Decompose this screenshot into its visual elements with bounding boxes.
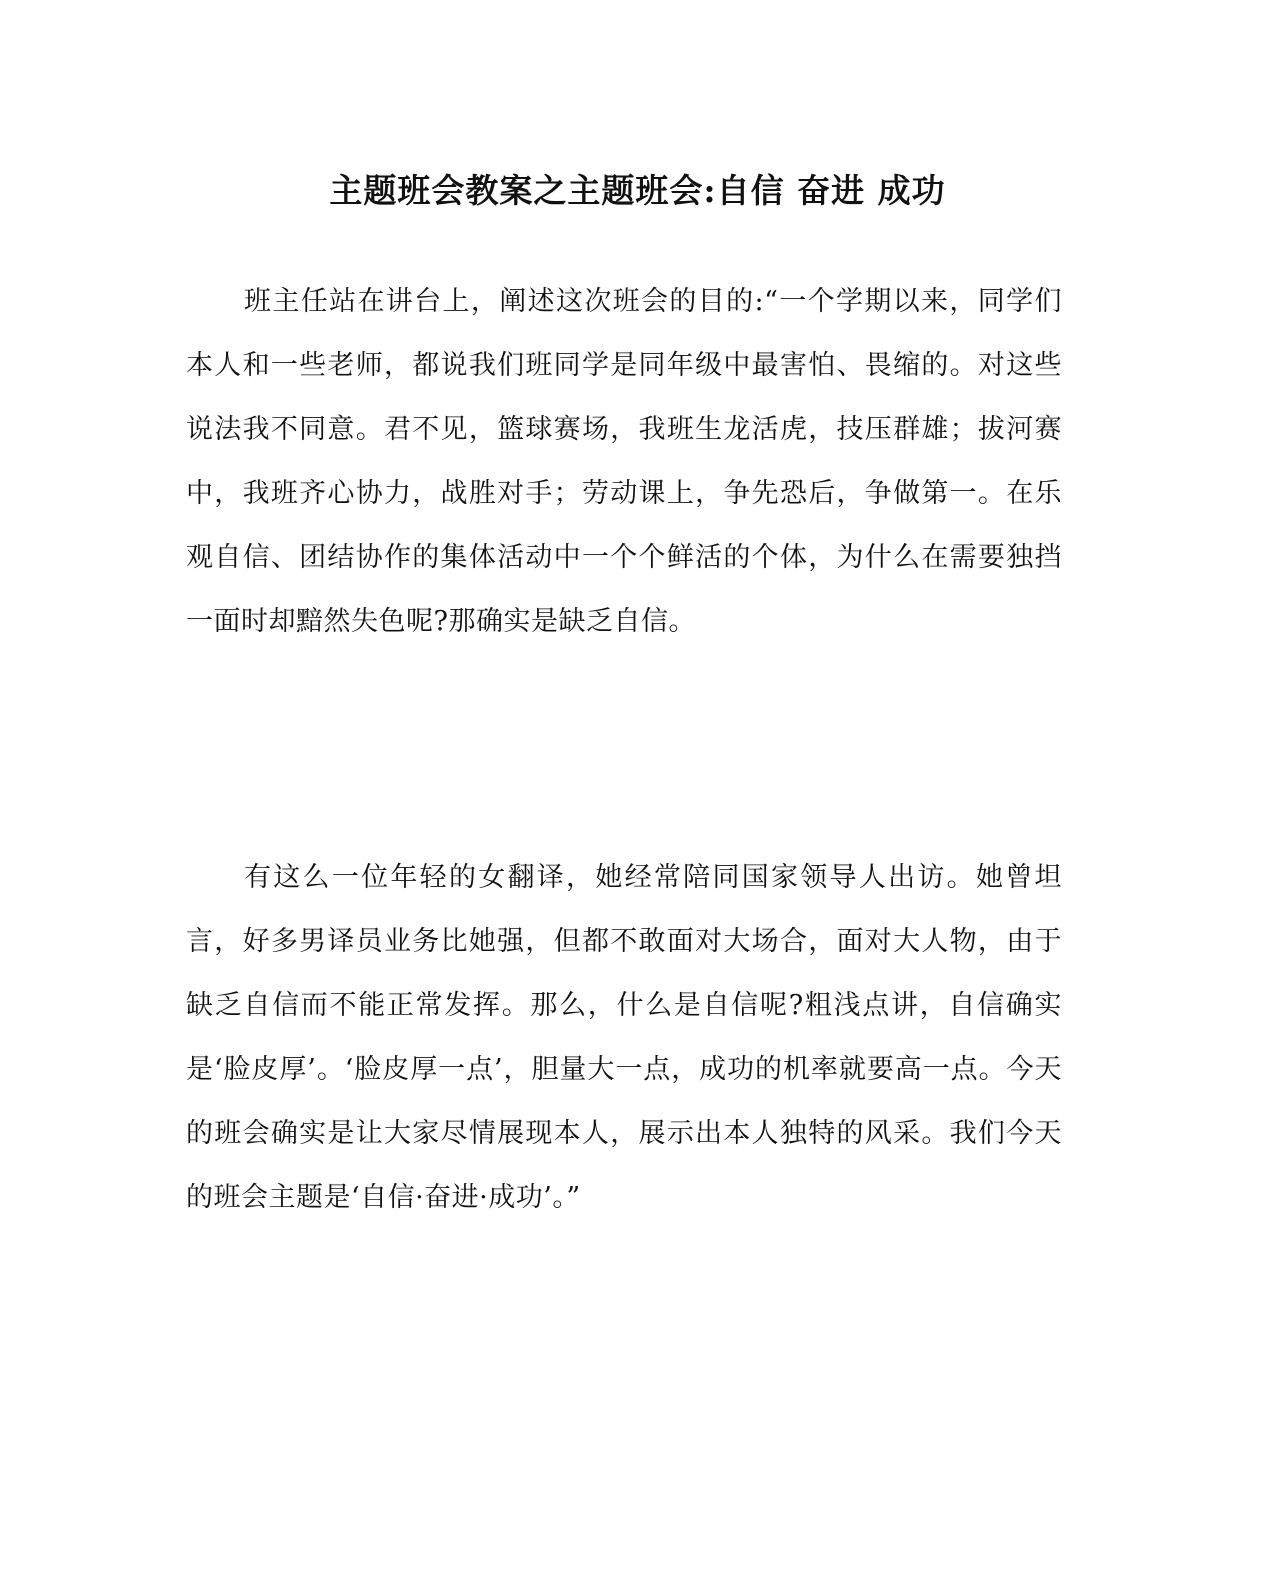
- body-paragraph-2: 有这么一位年轻的女翻译，她经常陪同国家领导人出访。她曾坦言，好多男译员业务比她强，但都不敢面对大场合，面对大人物，由于缺乏自信而不能正常发挥。那么，什么是自信呢?粗浅点讲，自信确实是‘脸皮厚’。‘脸皮厚一点’，胆量大一点，成功的机率就要高一点。今天的班会确实是让大家尽情展现本人，展示出本人独特的风采。我们今天的班会主题是‘自信·奋进·成功’。”: [186, 862, 1062, 1213]
- document-title: 主题班会教案之主题班会:自信 奋进 成功: [329, 171, 946, 210]
- body-paragraph-1: 班主任站在讲台上，阐述这次班会的目的:“一个学期以来，同学们本人和一些老师，都说我们班同学是同年级中最害怕、畏缩的。对这些说法我不同意。君不见，篮球赛场，我班生龙活虎，技压群雄；拔河赛中，我班齐心协力，战胜对手；劳动课上，争先恐后，争做第一。在乐观自信、团结协作的集体活动中一个个鲜活的个体，为什么在需要独挡一面时却黯然失色呢?那确实是缺乏自信。: [186, 286, 1062, 637]
